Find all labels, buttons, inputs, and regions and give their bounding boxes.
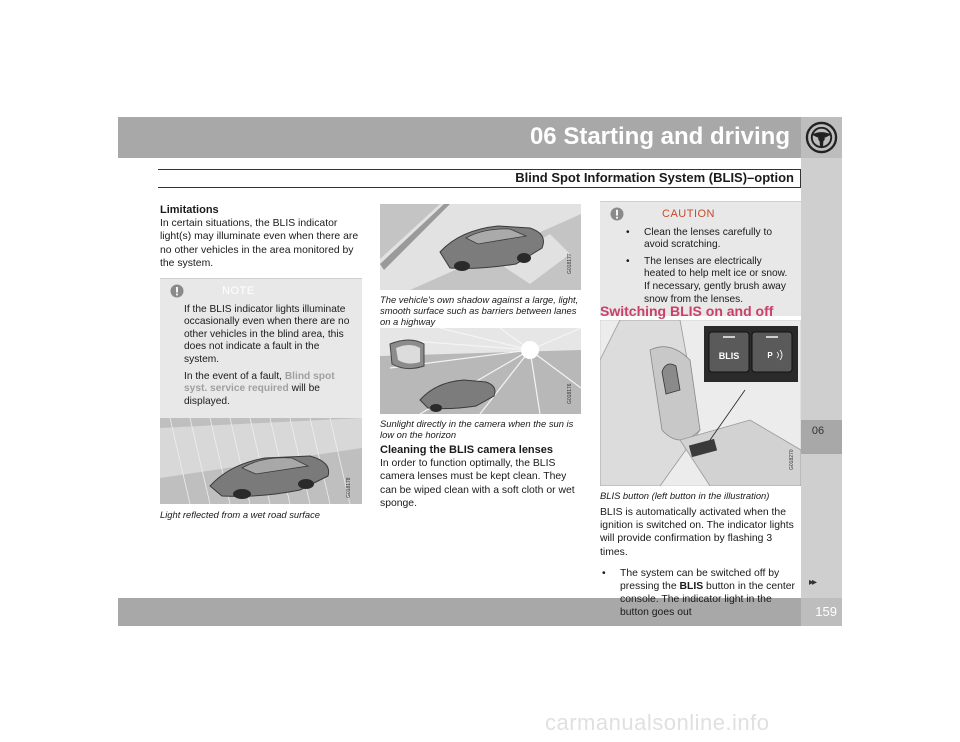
caution-title: CAUTION (662, 208, 715, 220)
wet-road-caption: Light reflected from a wet road surface (160, 509, 320, 520)
steering-wheel-icon (805, 121, 838, 154)
caution-item-2: • The lenses are electrically heated to help melt ice or snow. If necessary, gently brush away snow from the lenses. (624, 256, 789, 306)
caution-box (600, 201, 801, 316)
cleaning-text: In order to function optimally, the BLIS camera lenses must be kept clean. They can be wiped clean with a soft cloth or wet sponge. (380, 458, 575, 509)
note-title: NOTE (222, 285, 255, 298)
note-text-1: If the BLIS indicator lights illuminate occasionally even when there are no other vehicles in the blind area, this does not indicate a fault in the system. (184, 303, 350, 365)
note-text-2 (184, 371, 350, 409)
blis-button-label: BLIS (718, 351, 740, 361)
section-title: Blind Spot Information System (BLIS)–option (515, 170, 794, 185)
info-icon (170, 284, 184, 298)
blis-button-caption: BLIS button (left button in the illustration) (600, 490, 770, 501)
blis-button-figure (600, 320, 801, 486)
caution-list (624, 227, 789, 307)
low-sun-figure (380, 328, 581, 414)
note-text-2-pre: In the event of a fault, (184, 370, 285, 382)
shadow-caption: The vehicle's own shadow against a large, light, smooth surface such as barriers between lanes on a highway (380, 294, 579, 327)
switch-item-post: button in the center console. The indicator light in the button goes out (620, 581, 796, 619)
figure-code-3: G018176 (567, 383, 573, 404)
auto-activation-text: BLIS is automatically activated when the ignition is switched on. The indicator lights will provide confirmation by flashing 3 times. (600, 507, 794, 558)
figure-code-4: G018270 (789, 449, 795, 470)
switch-item-pre: The system can be switched off by pressing the (620, 567, 780, 593)
fault-message: Blind spot syst. service required (184, 370, 335, 395)
limitations-intro: In certain situations, the BLIS indicator light(s) may illuminate even when there are no other vehicles in the area monitored by the system. (160, 218, 359, 269)
column-3-text (600, 506, 800, 624)
shadow-barrier-figure (380, 204, 581, 290)
switch-item-bold: BLIS (679, 581, 704, 593)
note-box (160, 278, 362, 420)
switch-item (600, 567, 800, 620)
wet-road-figure (160, 418, 362, 504)
continue-arrows: ▸▸ (809, 577, 816, 588)
cleaning-heading: Cleaning the BLIS camera lenses (380, 444, 554, 456)
switching-heading: Switching BLIS on and off (600, 303, 774, 319)
warning-icon (610, 207, 624, 221)
caution-item-1: • Clean the lenses carefully to avoid scratching. (624, 227, 789, 252)
chapter-title: 06 Starting and driving (529, 123, 790, 150)
figure-code-1: G018178 (346, 477, 352, 498)
note-text-2-post: will be displayed. (184, 383, 320, 407)
watermark: carmanualsonline.info (545, 710, 770, 735)
figure-code-2: G018177 (567, 253, 573, 274)
park-assist-label: P (767, 351, 773, 360)
switch-list (600, 567, 800, 620)
side-thumb-bar (801, 158, 842, 598)
limitations-heading: Limitations (160, 204, 219, 216)
page-number: 159 (815, 604, 837, 619)
low-sun-caption: Sunlight directly in the camera when the sun is low on the horizon (380, 418, 574, 440)
column-2-text (380, 444, 582, 518)
chapter-tab-label: 06 (811, 425, 825, 437)
